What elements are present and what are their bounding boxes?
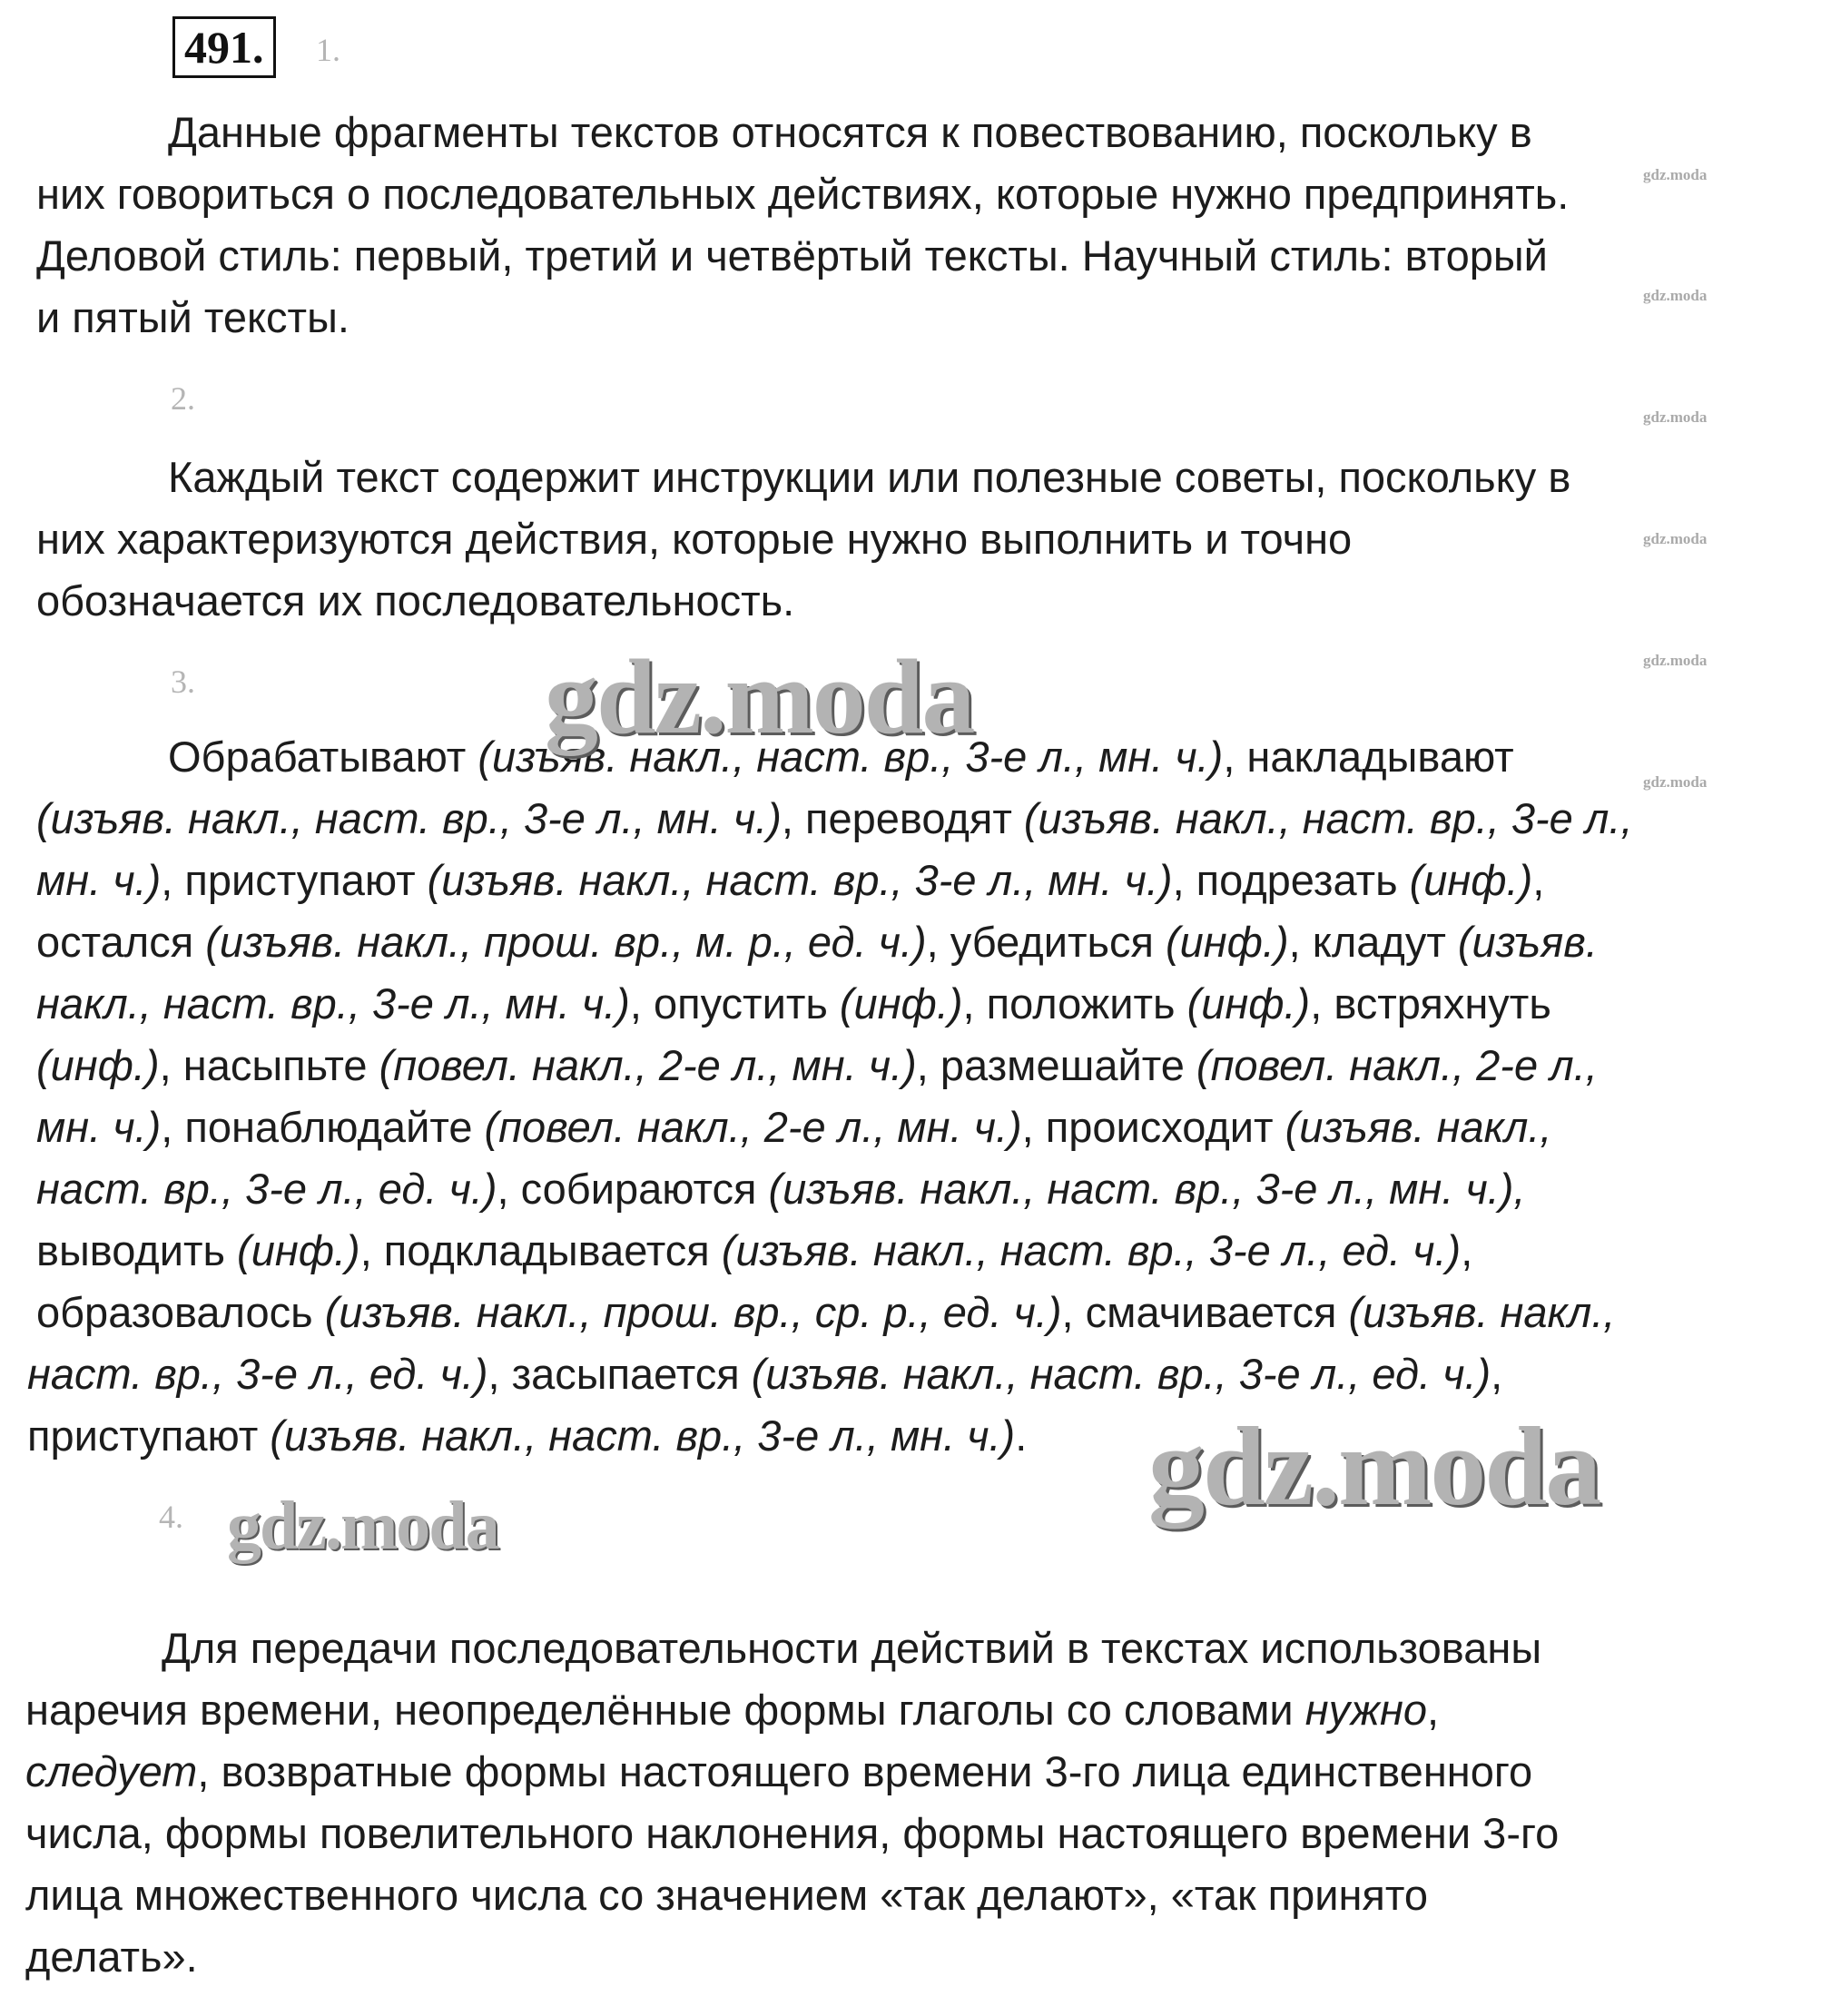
- text-line: приступают (изъяв. накл., наст. вр., 3-е л., мн. ч.).: [27, 1411, 1028, 1460]
- item-number-2: 2.: [171, 380, 195, 417]
- text-line: Данные фрагменты текстов относятся к повествованию, поскольку в: [168, 108, 1532, 156]
- watermark: gdz.moda: [1643, 530, 1708, 547]
- text-line: них характеризуются действия, которые нужно выполнить и точно: [36, 515, 1353, 563]
- text-line: Каждый текст содержит инструкции или полезные советы, поскольку в: [168, 453, 1571, 501]
- text-line: остался (изъяв. накл., прош. вр., м. р., ед. ч.), убедиться (инф.), кладут (изъяв.: [36, 918, 1598, 966]
- paragraph-3: [27, 726, 1633, 1467]
- text-line: Обрабатывают (изъяв. накл., наст. вр., 3-е л., мн. ч.), накладывают: [168, 733, 1514, 781]
- watermark-large: gdz.moda: [545, 637, 974, 756]
- item-number-1: 1.: [316, 32, 340, 68]
- item-number-3: 3.: [171, 664, 195, 700]
- text-line: наст. вр., 3-е л., ед. ч.), собираются (изъяв. накл., наст. вр., 3-е л., мн. ч.),: [36, 1165, 1526, 1213]
- text-line: накл., наст. вр., 3-е л., мн. ч.), опустить (инф.), положить (инф.), встряхнуть: [36, 979, 1551, 1028]
- task-number: 491.: [172, 16, 276, 78]
- watermark: gdz.moda: [1643, 166, 1708, 183]
- watermark: gdz.moda: [1643, 773, 1708, 791]
- text-line: Деловой стиль: первый, третий и четвёртый тексты. Научный стиль: вторый: [36, 231, 1548, 280]
- text-line: и пятый тексты.: [36, 293, 349, 341]
- watermark: gdz.moda: [1643, 287, 1708, 304]
- text-line: наст. вр., 3-е л., ед. ч.), засыпается (изъяв. накл., наст. вр., 3-е л., ед. ч.),: [27, 1350, 1503, 1398]
- watermark-large: gdz.moda: [227, 1488, 498, 1564]
- text-line: них говориться о последовательных действиях, которые нужно предпринять.: [36, 170, 1570, 218]
- text-line: мн. ч.), понаблюдайте (повел. накл., 2-е л., мн. ч.), происходит (изъяв. накл.,: [36, 1103, 1552, 1151]
- text-line: числа, формы повелительного наклонения, формы настоящего времени 3-го: [25, 1809, 1560, 1857]
- text-line: выводить (инф.), подкладывается (изъяв. накл., наст. вр., 3-е л., ед. ч.),: [36, 1226, 1473, 1274]
- text-line: лица множественного числа со значением «так делают», «так принято: [25, 1871, 1429, 1919]
- paragraph-4: [25, 1618, 1559, 1988]
- paragraph-2: [36, 447, 1570, 632]
- text-line: обозначается их последовательность.: [36, 576, 795, 624]
- text-line: делать».: [25, 1932, 198, 1981]
- paragraph-1: [36, 102, 1569, 349]
- text-line: образовалось (изъяв. накл., прош. вр., ср. р., ед. ч.), смачивается (изъяв. накл.,: [36, 1288, 1616, 1336]
- text-line: Для передачи последовательности действий в текстах использованы: [162, 1624, 1542, 1672]
- item-number-4: 4.: [159, 1499, 183, 1535]
- text-line: мн. ч.), приступают (изъяв. накл., наст. вр., 3-е л., мн. ч.), подрезать (инф.),: [36, 856, 1545, 904]
- text-line: (изъяв. накл., наст. вр., 3-е л., мн. ч.), переводят (изъяв. накл., наст. вр., 3-е л.,: [36, 794, 1633, 842]
- text-line: наречия времени, неопределённые формы глаголы со словами нужно,: [25, 1686, 1440, 1734]
- text-line: следует, возвратные формы настоящего времени 3-го лица единственного: [25, 1747, 1533, 1795]
- text-line: (инф.), насыпьте (повел. накл., 2-е л., мн. ч.), размешайте (повел. накл., 2-е л.,: [36, 1041, 1598, 1089]
- watermark-large: gdz.moda: [1148, 1404, 1600, 1529]
- watermark: gdz.moda: [1643, 652, 1708, 669]
- watermark: gdz.moda: [1643, 408, 1708, 426]
